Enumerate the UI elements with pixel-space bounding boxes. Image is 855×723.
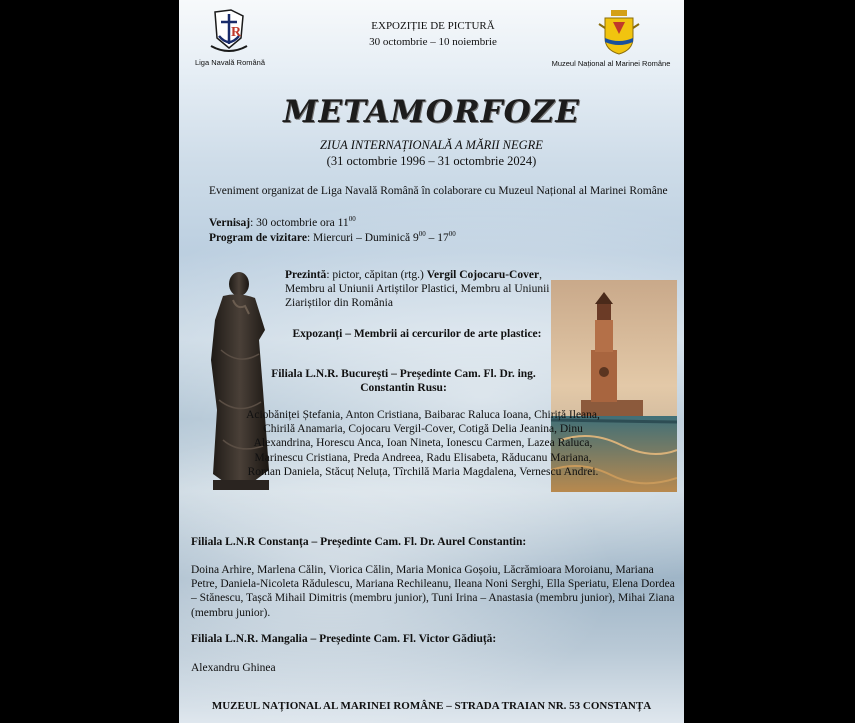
- program-label: Program de vizitare: [209, 231, 307, 244]
- poster: [179, 0, 684, 723]
- branch-constanta-heading: Filiala L.N.R Constanța – Președinte Cam. Fl. Dr. Aurel Constantin:: [191, 536, 527, 548]
- program-sup2: 00: [448, 230, 456, 238]
- vernisaj-label: Vernisaj: [209, 216, 251, 229]
- program-sup1: 00: [418, 230, 426, 238]
- presenter-text1: : pictor, căpitan (rtg.): [326, 269, 427, 281]
- presenter-label: Prezintă: [285, 269, 327, 281]
- branch-mangalia-heading: Filiala L.N.R. Mangalia – Președinte Cam. Fl. Victor Gădiuță:: [191, 633, 497, 645]
- organizer-text: Eveniment organizat de Liga Navală Română în colaborare cu Muzeul Național al Marinei Române: [209, 185, 668, 197]
- presenter-text: [285, 268, 555, 310]
- vernisaj-value: : 30 octombrie ora 11: [250, 216, 349, 229]
- exhibition-header: [299, 18, 567, 50]
- muzeul-marinei-crest: [597, 8, 641, 56]
- footer-address: MUZEUL NAȚIONAL AL MARINEI ROMÂNE – STRADA TRAIAN NR. 53 CONSTANȚA: [211, 700, 652, 712]
- right-logo-caption: Muzeul Național al Marinei Române: [551, 59, 671, 68]
- program-line: [209, 227, 679, 245]
- svg-text:R: R: [231, 25, 242, 40]
- branch-bucuresti-heading: Filiala L.N.R. București – Președinte Cam. Fl. Dr. ing. Constantin Rusu:: [271, 368, 536, 394]
- exhibition-dates: 30 octombrie – 10 noiembrie: [369, 36, 497, 48]
- exhibition-type: EXPOZIȚIE DE PICTURĂ: [371, 20, 495, 32]
- poster-title: METAMORFOZE: [283, 94, 580, 130]
- branch-mangalia-names: Alexandru Ghinea: [191, 662, 276, 674]
- vernisaj-sup: 00: [348, 215, 356, 223]
- subtitle-line2: (31 octombrie 1996 – 31 octombrie 2024): [326, 154, 537, 168]
- liga-navala-logo: [207, 8, 251, 54]
- presenter-name: Vergil Cojocaru-Cover: [426, 269, 540, 281]
- branch-constanta-names: Doina Arhire, Marlena Călin, Viorica Călin, Maria Monica Goșoiu, Lăcrămioara Moroianu, Mariana Petre, Daniela-Nicoleta Rădulescu, Mariana Rechileanu, Ileana Noni Serghi, Ella Speriatu, Elena Dordea – Stănescu, Tașcă Mihail Dimitris (membru junior), Tuni Irina – Anastasia (membru junior), Mihai Ziana (membru junior).: [191, 564, 675, 619]
- left-logo-caption: Liga Navală Română: [194, 58, 266, 67]
- branch-bucuresti-names: Aciobăniței Ștefania, Anton Cristiana, Baibarac Raluca Ioana, Chiriță Ileana, Chirilă Anamaria, Cojocaru Vergil-Cover, Cotigă Delia Jeanina, Dinu Alexandrina, Horescu Anca, Ioan Nineta, Ionescu Carmen, Lazea Raluca, Marinescu Cristiana, Preda Andreea, Radu Elisabeta, Răducanu Mariana, Roman Daniela, Stăcuț Neluța, Tîrchilă Maria Magdalena, Vernescu Andrei.: [246, 409, 600, 478]
- subtitle-line1: ZIUA INTERNAȚIONALĂ A MĂRII NEGRE: [320, 138, 543, 152]
- program-sep: – 17: [425, 231, 449, 244]
- program-value: : Miercuri – Duminică 9: [306, 231, 419, 244]
- presenter-text2: , Membru al Uniunii Artiștilor Plastici, Membru al Uniunii Ziariștilor din România: [285, 269, 550, 309]
- exhibitors-heading: Expozanți – Membrii ai cercurilor de arte plastice:: [292, 328, 542, 340]
